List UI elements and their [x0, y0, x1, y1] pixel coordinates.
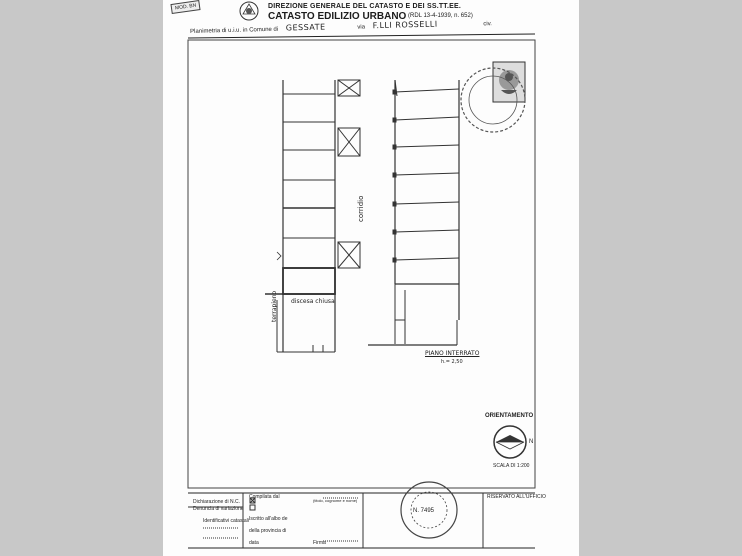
north-label: N [529, 439, 534, 445]
orientation-label: ORIENTAMENTO [485, 413, 534, 419]
stamp-number: N. 7495 [413, 508, 435, 514]
left-plan [265, 80, 360, 352]
emblem-icon [240, 2, 258, 20]
date-label: data [249, 540, 259, 546]
plan-height: h.= 2,50 [441, 359, 463, 365]
railway-label: terrapieno [271, 290, 278, 322]
plan-title: PIANO INTERRATO [425, 350, 480, 357]
ramp-label: discesa chiusa [291, 298, 335, 305]
signature-label: Firma [313, 540, 326, 546]
via-value: F.LLI ROSSELLI [372, 19, 438, 31]
floor-plan-drawing [163, 0, 579, 556]
law-reference: (RDL 13-4-1939, n. 652) [408, 13, 473, 19]
right-plan [368, 80, 459, 345]
registered-label: Iscritto all'albo de [249, 516, 288, 522]
form-ribbon: MOD. BN [170, 0, 200, 14]
compiled-label: Compilata dal [249, 494, 280, 500]
cadastral-sheet [163, 0, 579, 556]
ministry-line: DIREZIONE GENERALE DEL CATASTO E DEI SS.TT.EE. [268, 3, 462, 10]
office-label: RISERVATO ALL'UFFICIO [487, 494, 546, 500]
identifiers-label: Identificativi catastali [203, 518, 249, 524]
corridor-label: corridio [357, 195, 365, 222]
scale-label: SCALA DI 1:200 [493, 463, 530, 469]
province-label: della provincia di [249, 528, 287, 534]
comune-value: GESSATE [285, 22, 326, 33]
document-title: CATASTO EDILIZIO URBANO [268, 11, 407, 22]
civ-label: civ. [483, 21, 492, 28]
declaration-label: Dichiarazione di N.C. [193, 499, 240, 505]
address-prefix: Planimetria di u.i.u. in Comune di [190, 26, 279, 35]
compass-icon [494, 426, 526, 458]
via-label: via [357, 24, 366, 31]
compiled-note: (titolo, cognome e nome) [313, 498, 358, 503]
variation-label: Denuncia di variazione [193, 506, 244, 512]
